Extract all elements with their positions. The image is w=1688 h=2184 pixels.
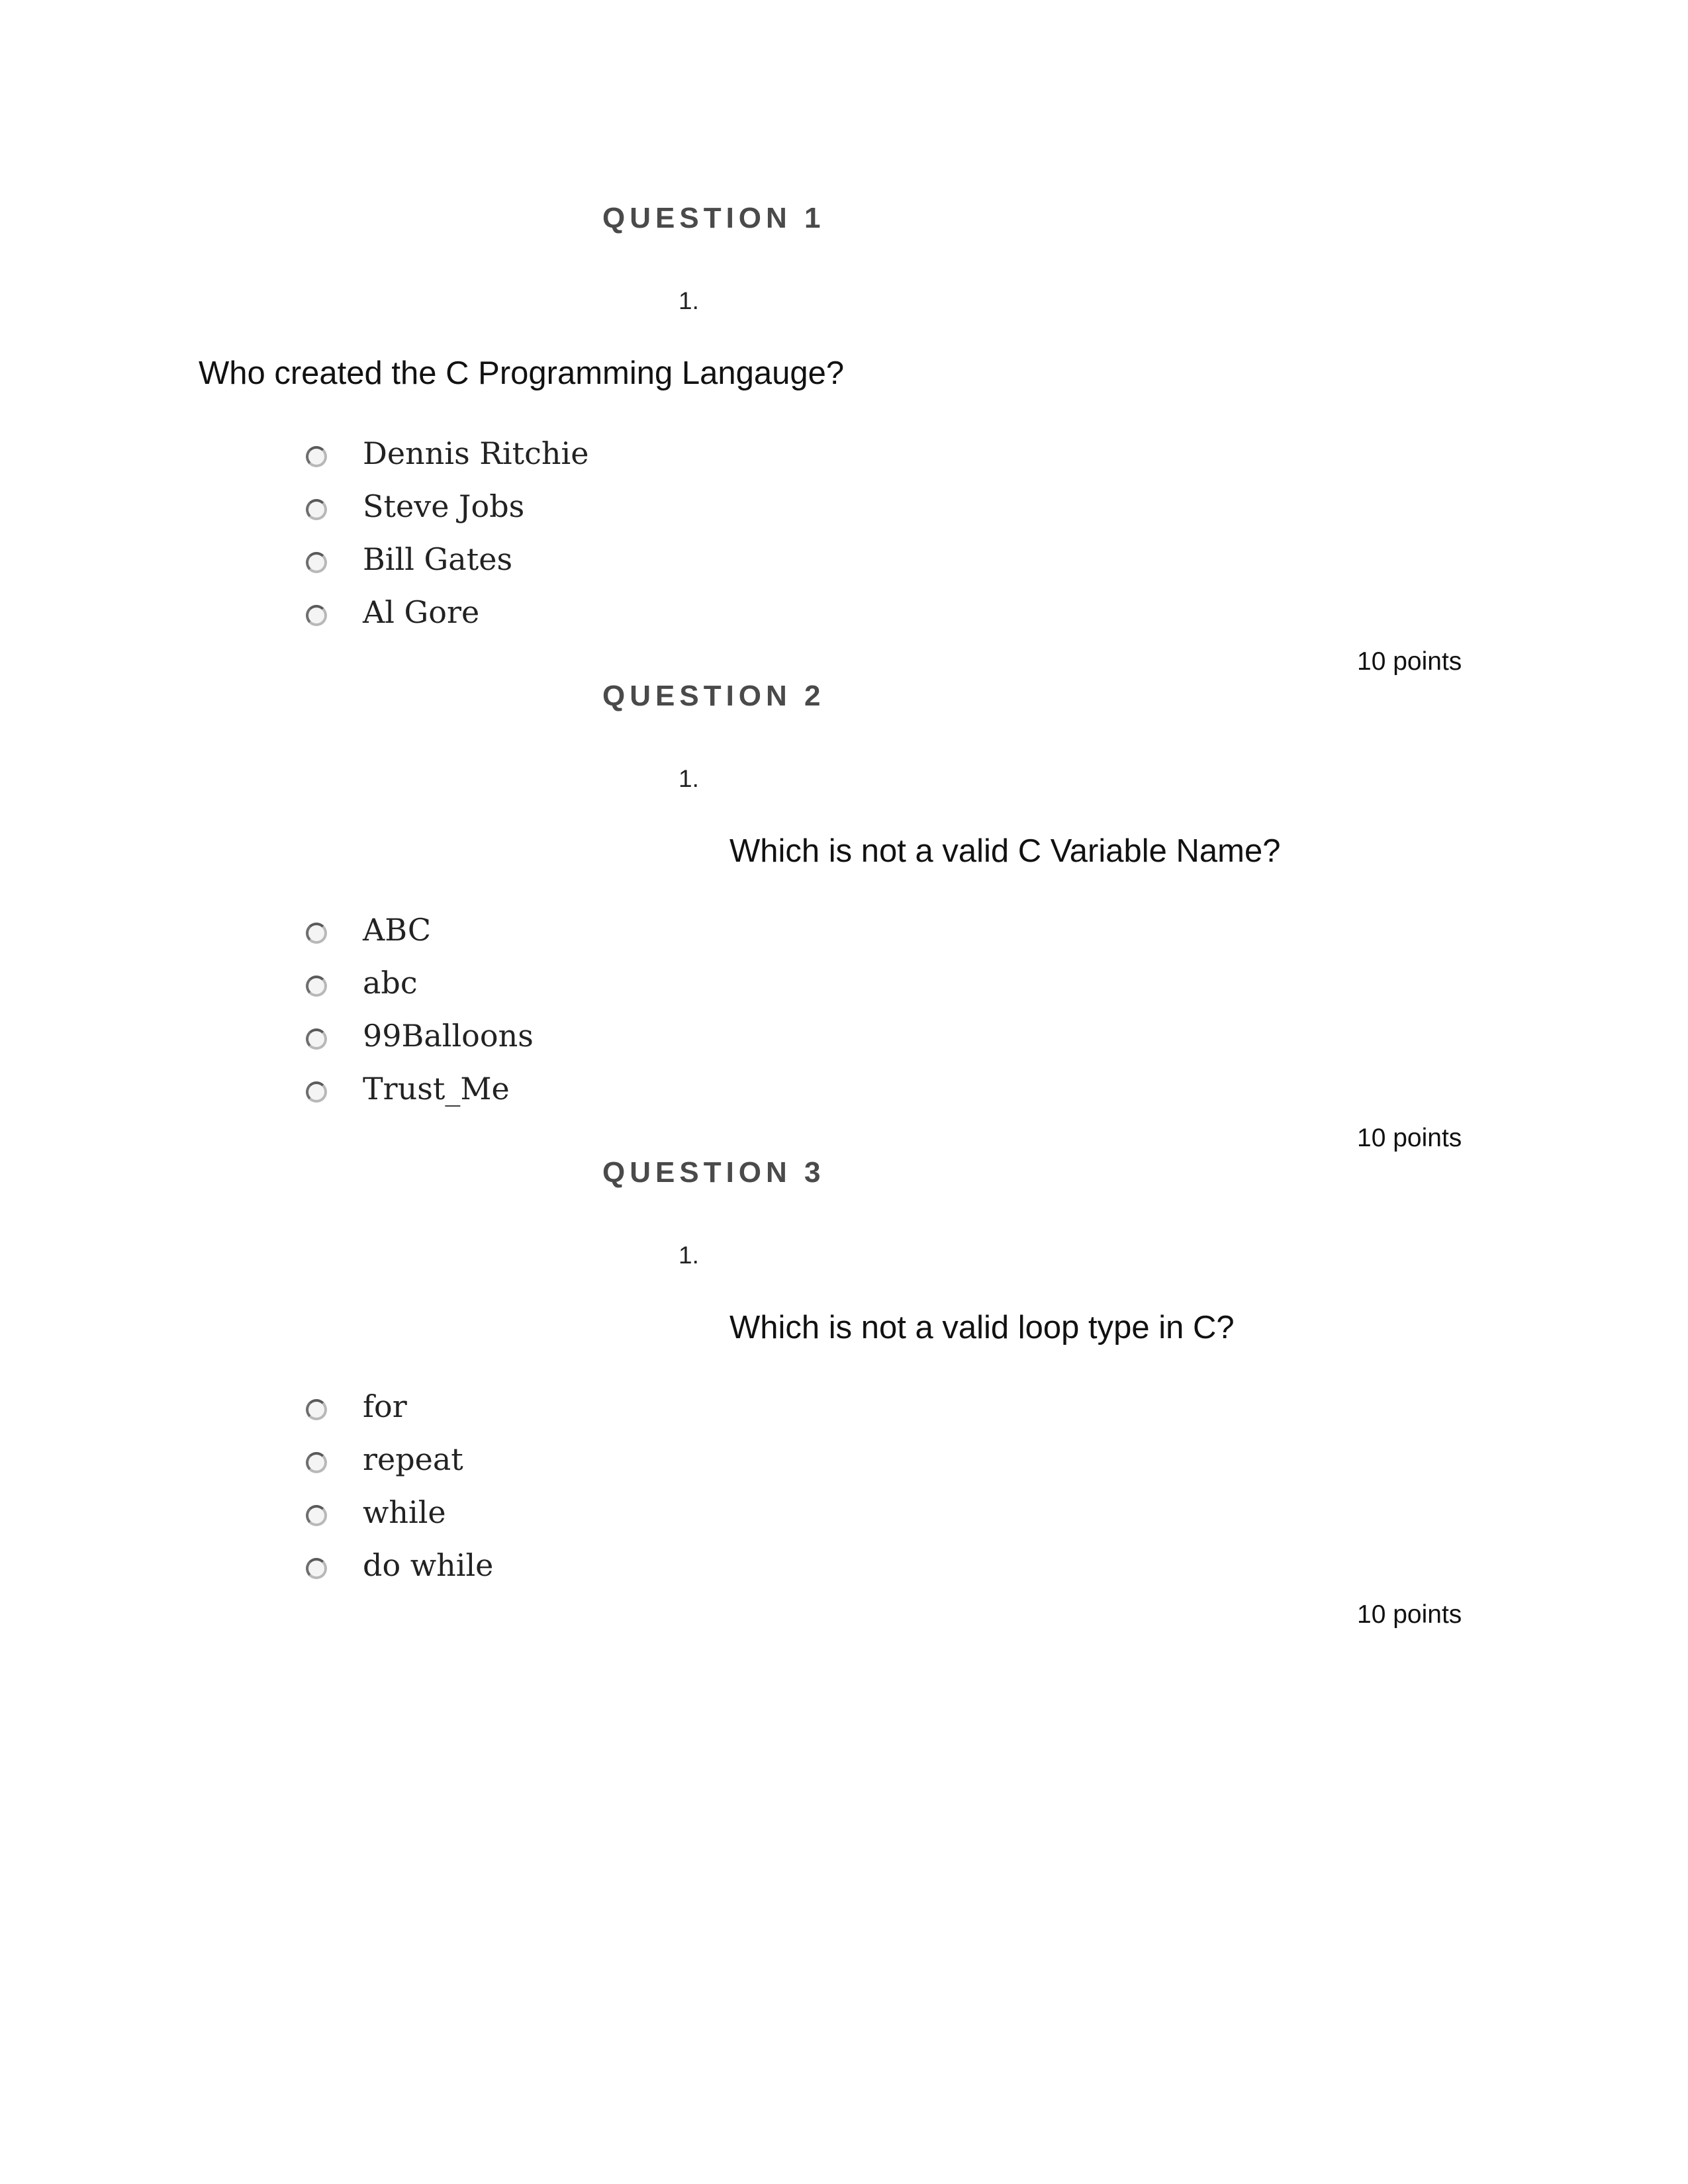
radio-button-icon[interactable] — [306, 1452, 327, 1473]
radio-button-icon[interactable] — [306, 1081, 327, 1103]
radio-button-icon[interactable] — [306, 499, 327, 520]
answer-option[interactable] — [306, 433, 588, 473]
answer-option[interactable] — [306, 1492, 446, 1532]
radio-button-icon[interactable] — [306, 605, 327, 626]
answer-option[interactable] — [306, 1545, 493, 1585]
answer-option-label: Steve Jobs — [363, 488, 525, 524]
answer-option-label: for — [363, 1388, 407, 1424]
question-text: Who created the C Programming Langauge? — [199, 355, 845, 391]
answer-option-label: do while — [363, 1547, 494, 1583]
answer-option-label: Dennis Ritchie — [363, 435, 589, 471]
question-number: 1. — [679, 765, 699, 792]
radio-button-icon[interactable] — [306, 1505, 327, 1526]
answer-option[interactable] — [306, 486, 524, 526]
answer-option[interactable] — [306, 539, 512, 579]
question-points: 10 points — [1357, 1600, 1462, 1629]
radio-button-icon[interactable] — [306, 976, 327, 997]
radio-button-icon[interactable] — [306, 1028, 327, 1050]
radio-button-icon[interactable] — [306, 446, 327, 467]
question-text: Which is not a valid loop type in C? — [729, 1310, 1235, 1345]
answer-option[interactable] — [306, 592, 479, 632]
answer-option-label: 99Balloons — [363, 1018, 534, 1054]
question-number: 1. — [679, 287, 699, 314]
answer-option-label: abc — [363, 965, 418, 1001]
radio-button-icon[interactable] — [306, 923, 327, 944]
answer-option[interactable] — [306, 1069, 510, 1109]
answer-option-label: repeat — [363, 1441, 463, 1477]
question-heading: QUESTION 1 — [602, 202, 825, 234]
question-number: 1. — [679, 1242, 699, 1269]
question-heading: QUESTION 3 — [602, 1156, 825, 1189]
question-points: 10 points — [1357, 647, 1462, 676]
answer-option[interactable] — [306, 1016, 534, 1056]
answer-option[interactable] — [306, 1439, 463, 1479]
question-heading: QUESTION 2 — [602, 680, 825, 712]
answer-option-label: ABC — [363, 912, 432, 948]
answer-option-label: Bill Gates — [363, 541, 513, 577]
answer-option-label: Al Gore — [363, 594, 480, 630]
question-points: 10 points — [1357, 1124, 1462, 1152]
answer-option[interactable] — [306, 1387, 407, 1426]
answer-option[interactable] — [306, 910, 431, 950]
radio-button-icon[interactable] — [306, 552, 327, 573]
radio-button-icon[interactable] — [306, 1399, 327, 1420]
answer-option[interactable] — [306, 963, 418, 1003]
question-text: Which is not a valid C Variable Name? — [729, 833, 1281, 869]
answer-option-label: Trust_Me — [363, 1071, 510, 1107]
radio-button-icon[interactable] — [306, 1558, 327, 1579]
answer-option-label: while — [363, 1494, 446, 1530]
